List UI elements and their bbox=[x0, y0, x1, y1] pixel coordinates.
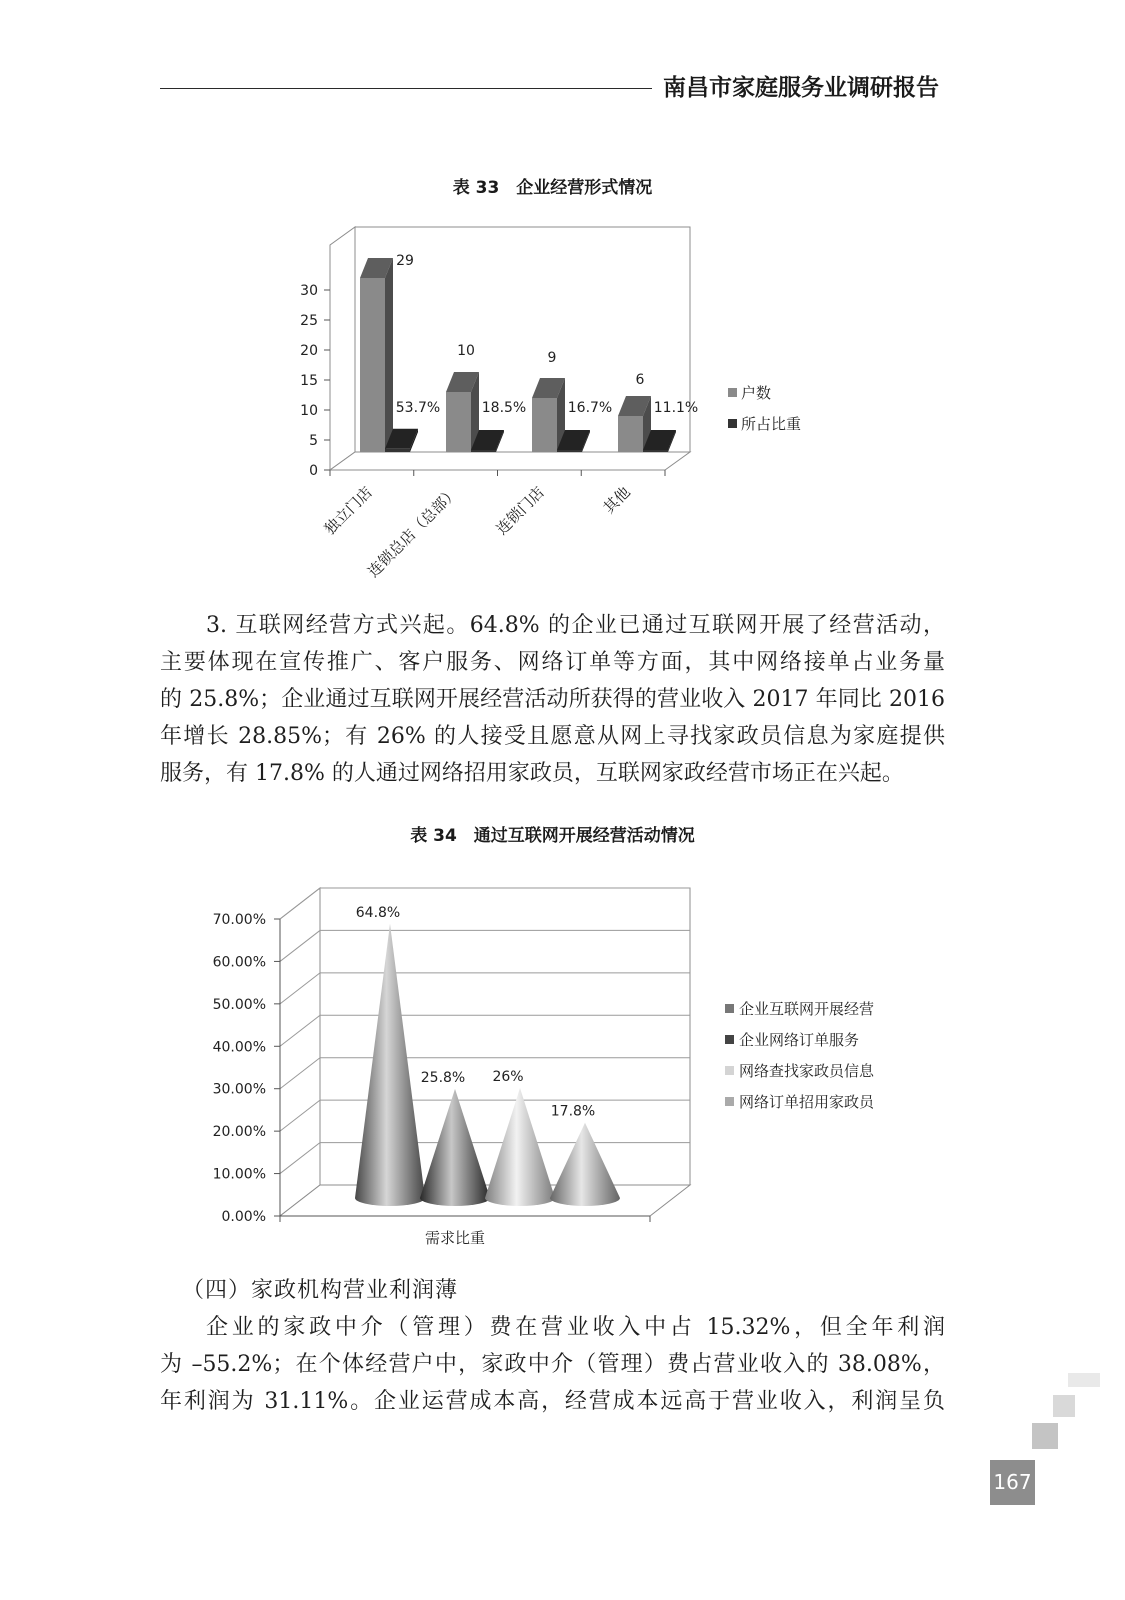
category-label: 连锁门店 bbox=[492, 483, 548, 539]
bar-data-label: 6 bbox=[635, 372, 645, 388]
decorative-square bbox=[1032, 1423, 1058, 1449]
y-tick-label: 20.00% bbox=[212, 1124, 266, 1141]
legend-label: 网络订单招用家政员 bbox=[739, 1093, 875, 1111]
cone-data-label: 64.8% bbox=[355, 904, 401, 921]
figure-34-caption: 表 34 通过互联网开展经营活动情况 bbox=[410, 826, 695, 846]
legend-label: 企业网络订单服务 bbox=[739, 1031, 860, 1049]
y-tick-label: 30 bbox=[300, 283, 318, 299]
bar bbox=[643, 450, 668, 452]
bar bbox=[532, 398, 557, 452]
bar bbox=[360, 278, 385, 452]
category-label: 独立门店 bbox=[320, 483, 376, 539]
bar-data-label: 53.7% bbox=[395, 400, 441, 416]
paragraph-internet-operation bbox=[160, 607, 945, 792]
paragraph-line: 服务，有 17.8% 的人通过网络招用家政员，互联网家政经营市场正在兴起。 bbox=[160, 761, 904, 786]
y-tick-label: 20 bbox=[300, 343, 318, 359]
y-tick-label: 25 bbox=[300, 313, 318, 329]
bar bbox=[471, 450, 496, 452]
running-header-title: 南昌市家庭服务业调研报告 bbox=[663, 74, 939, 101]
legend-label: 所占比重 bbox=[741, 415, 802, 433]
cone-data-label: 17.8% bbox=[550, 1103, 596, 1120]
legend-swatch bbox=[725, 1066, 734, 1075]
paragraph-line: 年利润为 31.11%。企业运营成本高，经营成本远高于营业收入，利润呈负 bbox=[160, 1389, 945, 1414]
y-tick-label: 15 bbox=[300, 373, 318, 389]
bar bbox=[446, 392, 471, 452]
bar bbox=[385, 449, 410, 452]
cone-data-label: 25.8% bbox=[420, 1069, 466, 1086]
chart-side-wall bbox=[330, 227, 355, 470]
bar-side-face bbox=[385, 258, 393, 452]
paragraph-line: 年增长 28.85%；有 26% 的人接受且愿意从网上寻找家政员信息为家庭提供 bbox=[160, 724, 945, 749]
y-tick-label: 0 bbox=[309, 463, 318, 479]
y-tick-label: 70.00% bbox=[212, 911, 266, 928]
chart-34-internet-activities bbox=[195, 868, 915, 1260]
legend-swatch bbox=[728, 419, 737, 428]
legend-label: 网络查找家政员信息 bbox=[739, 1062, 875, 1080]
paragraph-line: 主要体现在宣传推广、客户服务、网络订单等方面，其中网络接单占业务量 bbox=[160, 650, 945, 675]
chart-floor bbox=[330, 452, 690, 470]
paragraph-line: 企业的家政中介（管理）费在营业收入中占 15.32%，但全年利润 bbox=[206, 1315, 945, 1340]
category-label: 需求比重 bbox=[424, 1229, 486, 1247]
bar-data-label: 18.5% bbox=[481, 400, 527, 416]
legend-label: 企业互联网开展经营 bbox=[739, 1000, 875, 1018]
decorative-square bbox=[1068, 1373, 1100, 1387]
chart-33-operation-forms bbox=[280, 210, 840, 610]
y-tick-label: 5 bbox=[309, 433, 318, 449]
bar bbox=[557, 450, 582, 452]
bar-data-label: 29 bbox=[396, 253, 414, 269]
page-number: 167 bbox=[990, 1460, 1035, 1505]
bar-data-label: 16.7% bbox=[567, 400, 613, 416]
category-label: 其他 bbox=[599, 483, 634, 518]
bar-data-label: 10 bbox=[457, 343, 475, 359]
y-tick-label: 60.00% bbox=[212, 954, 266, 971]
decorative-square bbox=[1053, 1395, 1075, 1417]
chart-side-wall bbox=[280, 888, 320, 1216]
paragraph-line: 3. 互联网经营方式兴起。64.8% 的企业已通过互联网开展了经营活动， bbox=[206, 613, 945, 638]
y-tick-label: 10 bbox=[300, 403, 318, 419]
paragraph-line: 的 25.8%；企业通过互联网开展经营活动所获得的营业收入 2017 年同比 2016 bbox=[160, 687, 945, 712]
y-tick-label: 40.00% bbox=[212, 1039, 266, 1056]
paragraph-line: 为 –55.2%；在个体经营户中，家政中介（管理）费占营业收入的 38.08%， bbox=[160, 1352, 945, 1377]
bar bbox=[618, 416, 643, 452]
category-label: 连锁总店（总部） bbox=[364, 483, 462, 581]
figure-33-caption: 表 33 企业经营形式情况 bbox=[452, 178, 653, 198]
legend-swatch bbox=[725, 1004, 734, 1013]
bar-data-label: 11.1% bbox=[653, 400, 699, 416]
y-tick-label: 50.00% bbox=[212, 996, 266, 1013]
header-rule bbox=[160, 88, 652, 89]
cone-data-label: 26% bbox=[492, 1069, 524, 1086]
y-tick-label: 30.00% bbox=[212, 1081, 266, 1098]
y-tick-label: 10.00% bbox=[212, 1166, 266, 1183]
legend-swatch bbox=[725, 1035, 734, 1044]
legend-swatch bbox=[728, 388, 737, 397]
legend-swatch bbox=[725, 1097, 734, 1106]
y-tick-label: 0.00% bbox=[221, 1209, 266, 1225]
paragraph-profit bbox=[160, 1309, 945, 1420]
section-heading: （四）家政机构营业利润薄 bbox=[182, 1278, 459, 1303]
legend-label: 户数 bbox=[741, 384, 772, 402]
bar-data-label: 9 bbox=[547, 350, 557, 366]
